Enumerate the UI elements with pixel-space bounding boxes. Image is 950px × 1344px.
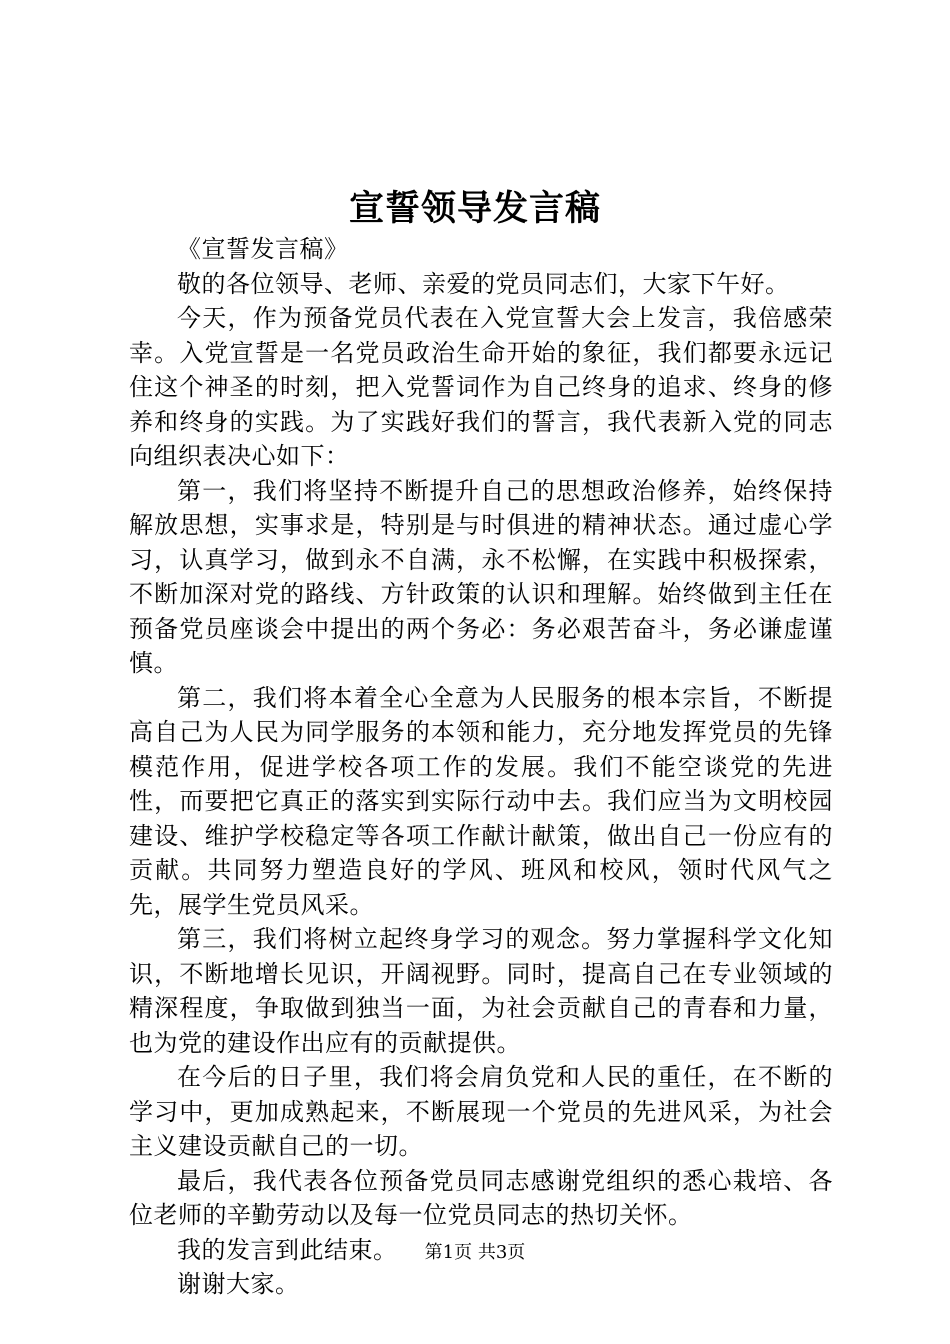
- document-body: [129, 232, 833, 1302]
- paragraph-closing: 我的发言到此结束。: [177, 1235, 398, 1264]
- document-title: 宣誓领导发言稿: [348, 188, 601, 229]
- paragraph-doc-name: 《宣誓发言稿》: [177, 235, 349, 263]
- paragraph-third: 第三，我们将树立起终身学习的观念。努力掌握科学文化知识，不断地增长见识，开阔视野。同时，提高自己在专业领域的精深程度，争取做到独当一面，为社会贡献自己的青春和力量，也为党的建设作出应有的贡献提供。: [129, 925, 833, 1057]
- paragraph-first: 第一，我们将坚持不断提升自己的思想政治修养，始终保持解放思想，实事求是，特别是与时俱进的精神状态。通过虚心学习，认真学习，做到永不自满，永不松懈，在实践中积极探索，不断加深对党的路线、方针政策的认识和理解。始终做到主任在预备党员座谈会中提出的两个务必：务必艰苦奋斗，务必谦虚谨慎。: [129, 476, 833, 677]
- paragraph-intro: 今天，作为预备党员代表在入党宣誓大会上发言，我倍感荣幸。入党宣誓是一名党员政治生命开始的象征，我们都要永远记住这个神圣的时刻，把入党誓词作为自己终身的追求、终身的修养和终身的实践。为了实践好我们的誓言，我代表新入党的同志向组织表决心如下：: [129, 304, 833, 470]
- paragraph-thank-you: 谢谢大家。: [177, 1270, 300, 1298]
- paragraph-future: 在今后的日子里，我们将会肩负党和人民的重任，在不断的学习中，更加成熟起来，不断展现一个党员的先进风采，为社会主义建设贡献自己的一切。: [129, 1063, 833, 1160]
- page-footer: 第1页 共3页: [424, 1242, 526, 1263]
- paragraph-second: 第二，我们将本着全心全意为人民服务的根本宗旨，不断提高自己为人民为同学服务的本领和能力，充分地发挥党员的先锋模范作用，促进学校各项工作的发展。我们不能空谈党的先进性，而要把它真正的落实到实际行动中去。我们应当为文明校园建设、维护学校稳定等各项工作献计献策，做出自己一份应有的贡献。共同努力塑造良好的学风、班风和校风，领时代风气之先，展学生党员风采。: [129, 683, 833, 919]
- paragraph-thanks-org: 最后，我代表各位预备党员同志感谢党组织的悉心栽培、各位老师的辛勤劳动以及每一位党员同志的热切关怀。: [129, 1166, 833, 1229]
- paragraph-greeting: 敬的各位领导、老师、亲爱的党员同志们，大家下午好。: [177, 269, 790, 298]
